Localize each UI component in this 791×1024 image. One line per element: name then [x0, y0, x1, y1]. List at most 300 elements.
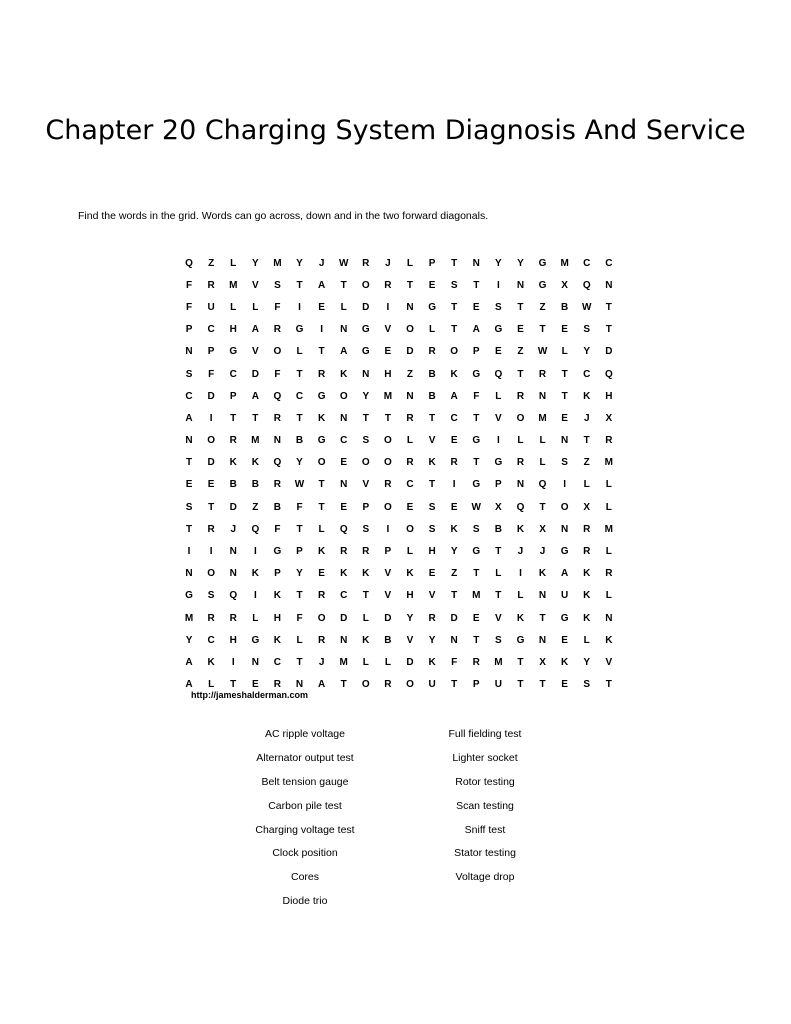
- grid-cell: R: [450, 457, 458, 469]
- grid-cell: D: [450, 612, 458, 624]
- grid-cell: Q: [494, 368, 503, 380]
- grid-cell: R: [583, 523, 591, 535]
- grid-cell: T: [451, 301, 458, 313]
- grid-cell: I: [386, 301, 390, 313]
- grid-cell: R: [317, 368, 326, 380]
- grid-cell: V: [495, 412, 502, 424]
- grid-cell: T: [362, 412, 369, 424]
- grid-cell: R: [317, 590, 326, 602]
- word-list-item: Full fielding test: [448, 728, 522, 740]
- grid-cell: T: [473, 634, 480, 646]
- word-list-item: Lighter socket: [452, 751, 518, 764]
- word-list-item: Scan testing: [456, 799, 514, 812]
- grid-cell: N: [538, 634, 547, 646]
- grid-cell: L: [406, 546, 414, 558]
- grid-cell: O: [406, 523, 414, 535]
- grid-cell: K: [583, 390, 591, 402]
- grid-row: [178, 385, 620, 407]
- grid-cell: B: [251, 479, 259, 491]
- word-search-grid: [178, 252, 620, 696]
- grid-cell: M: [472, 590, 481, 602]
- grid-cell: R: [406, 457, 414, 469]
- grid-cell: T: [517, 656, 524, 668]
- grid-cell: R: [428, 346, 436, 358]
- grid-cell: P: [472, 346, 480, 358]
- grid-cell: T: [230, 679, 237, 691]
- grid-row: [178, 430, 620, 452]
- grid-cell: E: [428, 568, 436, 580]
- grid-cell: O: [273, 346, 282, 358]
- grid-cell: S: [561, 457, 568, 469]
- grid-cell: G: [560, 612, 569, 624]
- grid-cell: G: [428, 301, 436, 313]
- grid-cell: K: [516, 612, 525, 624]
- grid-cell: T: [296, 412, 303, 424]
- grid-cell: O: [207, 435, 216, 447]
- grid-cell: N: [516, 279, 525, 291]
- grid-cell: K: [317, 546, 326, 558]
- grid-cell: C: [273, 656, 282, 668]
- grid-cell: H: [229, 324, 237, 336]
- grid-cell: M: [560, 257, 569, 269]
- grid-cell: E: [406, 501, 414, 513]
- grid-cell: R: [273, 679, 282, 691]
- grid-cell: T: [605, 324, 612, 336]
- grid-cell: J: [517, 546, 524, 558]
- grid-cell: G: [251, 634, 260, 646]
- grid-cell: T: [495, 546, 502, 558]
- grid-cell: I: [386, 523, 390, 535]
- grid-cell: T: [517, 368, 524, 380]
- grid-cell: D: [406, 346, 414, 358]
- grid-cell: T: [185, 523, 193, 535]
- grid-cell: K: [450, 368, 458, 380]
- grid-cell: L: [208, 679, 215, 691]
- grid-cell: U: [494, 679, 502, 691]
- grid-cell: N: [605, 279, 613, 291]
- grid-cell: T: [495, 590, 502, 602]
- grid-cell: O: [361, 457, 370, 469]
- grid-cell: K: [561, 656, 569, 668]
- grid-cell: H: [229, 634, 237, 646]
- grid-cell: H: [273, 612, 282, 624]
- grid-cell: M: [273, 257, 282, 269]
- grid-cell: D: [229, 501, 237, 513]
- grid-cell: P: [384, 546, 392, 558]
- grid-cell: J: [318, 257, 325, 269]
- grid-cell: Q: [339, 523, 348, 535]
- grid-cell: K: [406, 568, 414, 580]
- grid-cell: S: [274, 279, 281, 291]
- grid-cell: E: [561, 324, 568, 336]
- grid-cell: B: [561, 301, 569, 313]
- grid-cell: A: [317, 279, 326, 291]
- grid-cell: O: [384, 501, 392, 513]
- grid-cell: L: [605, 479, 612, 491]
- grid-cell: N: [516, 479, 525, 491]
- grid-cell: V: [251, 279, 259, 291]
- grid-cell: L: [252, 301, 259, 313]
- grid-cell: S: [362, 523, 370, 535]
- grid-cell: A: [561, 568, 569, 580]
- grid-row: [178, 518, 620, 540]
- grid-cell: V: [406, 634, 414, 646]
- grid-cell: F: [296, 501, 303, 513]
- grid-cell: B: [494, 523, 502, 535]
- grid-cell: T: [451, 679, 458, 691]
- grid-cell: N: [472, 257, 480, 269]
- grid-cell: D: [384, 612, 392, 624]
- grid-cell: X: [539, 656, 546, 668]
- grid-cell: N: [362, 368, 370, 380]
- grid-cell: E: [318, 301, 325, 313]
- grid-cell: K: [516, 523, 525, 535]
- grid-cell: Y: [406, 612, 414, 624]
- grid-cell: N: [340, 634, 348, 646]
- word-list-right: [385, 727, 585, 894]
- grid-cell: L: [583, 634, 590, 646]
- grid-cell: N: [538, 390, 547, 402]
- grid-cell: T: [451, 257, 458, 269]
- grid-cell: T: [539, 501, 546, 513]
- grid-cell: M: [538, 412, 547, 424]
- grid-cell: Q: [582, 279, 591, 291]
- grid-cell: K: [605, 634, 613, 646]
- grid-cell: O: [560, 501, 569, 513]
- grid-cell: K: [428, 457, 436, 469]
- grid-cell: F: [274, 368, 281, 380]
- grid-cell: E: [495, 346, 502, 358]
- grid-cell: A: [185, 412, 193, 424]
- grid-cell: A: [251, 390, 259, 402]
- grid-cell: C: [450, 412, 458, 424]
- grid-cell: A: [317, 679, 326, 691]
- grid-cell: B: [229, 479, 237, 491]
- grid-cell: O: [384, 435, 392, 447]
- grid-cell: T: [296, 656, 303, 668]
- grid-cell: E: [185, 479, 193, 491]
- grid-cell: O: [406, 679, 414, 691]
- grid-cell: I: [209, 412, 213, 424]
- grid-cell: G: [538, 279, 547, 291]
- grid-cell: F: [185, 301, 193, 313]
- grid-cell: M: [251, 435, 260, 447]
- word-list-item: Alternator output test: [256, 751, 354, 764]
- grid-cell: I: [496, 435, 500, 447]
- grid-cell: N: [450, 634, 458, 646]
- grid-cell: M: [494, 656, 503, 668]
- grid-cell: L: [429, 324, 436, 336]
- grid-cell: G: [472, 479, 481, 491]
- grid-cell: A: [251, 324, 259, 336]
- word-list-item: Stator testing: [454, 847, 516, 860]
- grid-cell: F: [185, 279, 193, 291]
- grid-cell: Y: [450, 546, 458, 558]
- grid-cell: Y: [583, 656, 591, 668]
- grid-cell: L: [362, 612, 369, 624]
- grid-cell: E: [251, 679, 259, 691]
- grid-cell: L: [539, 435, 546, 447]
- grid-cell: X: [539, 523, 546, 535]
- grid-row: [178, 629, 620, 651]
- grid-cell: O: [317, 612, 326, 624]
- grid-cell: R: [605, 435, 613, 447]
- grid-cell: E: [428, 279, 436, 291]
- grid-cell: R: [583, 546, 591, 558]
- grid-cell: N: [561, 523, 569, 535]
- grid-cell: D: [406, 656, 414, 668]
- grid-cell: N: [406, 301, 414, 313]
- grid-cell: T: [318, 501, 325, 513]
- grid-cell: R: [229, 612, 237, 624]
- grid-cell: X: [605, 412, 613, 424]
- grid-cell: S: [428, 523, 436, 535]
- grid-cell: C: [605, 257, 613, 269]
- grid-cell: L: [384, 656, 391, 668]
- grid-cell: R: [384, 679, 392, 691]
- grid-cell: T: [517, 301, 524, 313]
- grid-cell: O: [384, 457, 392, 469]
- grid-cell: W: [537, 346, 548, 358]
- grid-cell: I: [231, 656, 235, 668]
- grid-cell: K: [207, 656, 215, 668]
- grid-cell: C: [295, 390, 304, 402]
- grid-cell: R: [538, 368, 547, 380]
- grid-cell: G: [295, 324, 304, 336]
- grid-cell: C: [207, 634, 215, 646]
- word-list-item: AC ripple voltage: [265, 728, 345, 740]
- grid-cell: K: [583, 568, 591, 580]
- grid-cell: B: [428, 390, 436, 402]
- grid-row: [178, 252, 620, 274]
- grid-cell: V: [384, 590, 392, 602]
- grid-cell: T: [296, 368, 303, 380]
- grid-cell: Z: [517, 346, 524, 358]
- grid-cell: G: [361, 346, 370, 358]
- grid-cell: R: [605, 568, 613, 580]
- grid-cell: S: [583, 324, 591, 336]
- grid-cell: S: [362, 435, 370, 447]
- grid-cell: L: [539, 457, 546, 469]
- grid-cell: T: [340, 279, 347, 291]
- grid-cell: V: [428, 435, 436, 447]
- grid-cell: U: [561, 590, 569, 602]
- grid-cell: Z: [583, 457, 590, 469]
- grid-cell: E: [472, 612, 480, 624]
- grid-cell: F: [274, 523, 281, 535]
- grid-cell: K: [538, 568, 547, 580]
- grid-cell: E: [450, 435, 458, 447]
- grid-cell: S: [472, 523, 480, 535]
- grid-cell: E: [207, 479, 215, 491]
- grid-cell: U: [207, 301, 215, 313]
- grid-cell: I: [253, 546, 257, 558]
- grid-cell: B: [428, 368, 436, 380]
- grid-cell: T: [208, 501, 215, 513]
- grid-cell: T: [451, 590, 458, 602]
- grid-cell: G: [317, 390, 326, 402]
- grid-cell: I: [320, 324, 323, 336]
- grid-cell: Z: [208, 257, 215, 269]
- grid-cell: E: [561, 412, 568, 424]
- grid-cell: O: [207, 568, 216, 580]
- grid-cell: Y: [296, 568, 303, 580]
- grid-cell: Z: [406, 368, 414, 380]
- grid-cell: Y: [428, 634, 436, 646]
- grid-cell: E: [318, 568, 325, 580]
- grid-cell: N: [229, 546, 237, 558]
- grid-cell: R: [340, 546, 348, 558]
- grid-cell: K: [251, 457, 259, 469]
- grid-cell: I: [563, 479, 567, 491]
- grid-cell: I: [209, 546, 213, 558]
- grid-cell: X: [583, 501, 591, 513]
- grid-cell: L: [406, 257, 414, 269]
- grid-cell: P: [229, 390, 237, 402]
- grid-cell: V: [384, 324, 392, 336]
- grid-cell: R: [516, 390, 525, 402]
- grid-cell: I: [519, 568, 522, 580]
- grid-cell: M: [604, 457, 613, 469]
- grid-cell: Y: [362, 390, 370, 402]
- grid-cell: G: [472, 368, 481, 380]
- grid-cell: V: [384, 568, 392, 580]
- grid-cell: T: [473, 279, 480, 291]
- grid-cell: Q: [273, 457, 282, 469]
- grid-cell: G: [472, 435, 481, 447]
- grid-row: [178, 474, 620, 496]
- grid-cell: S: [583, 679, 591, 691]
- grid-cell: M: [184, 612, 194, 624]
- grid-cell: K: [362, 568, 370, 580]
- grid-cell: T: [429, 479, 436, 491]
- grid-cell: N: [185, 346, 193, 358]
- grid-cell: S: [207, 590, 215, 602]
- page-title: Chapter 20 Charging System Diagnosis And Service: [45, 115, 746, 146]
- grid-cell: B: [273, 501, 282, 513]
- grid-row: [178, 341, 620, 363]
- grid-cell: Q: [185, 257, 193, 269]
- grid-row: [178, 296, 620, 318]
- grid-cell: B: [384, 634, 392, 646]
- grid-cell: V: [362, 479, 370, 491]
- grid-cell: G: [560, 546, 569, 558]
- grid-cell: C: [583, 257, 591, 269]
- grid-cell: H: [406, 590, 414, 602]
- grid-cell: T: [539, 324, 546, 336]
- instructions: Find the words in the grid. Words can go across, down and in the two forward diagonals.: [78, 210, 489, 222]
- grid-cell: P: [495, 479, 502, 491]
- grid-cell: G: [494, 324, 503, 336]
- grid-cell: M: [229, 279, 238, 291]
- grid-cell: O: [406, 324, 414, 336]
- grid-cell: C: [406, 479, 414, 491]
- grid-cell: L: [296, 634, 303, 646]
- grid-cell: Z: [451, 568, 458, 580]
- grid-cell: E: [561, 634, 568, 646]
- grid-cell: Z: [539, 301, 546, 313]
- grid-cell: E: [340, 501, 348, 513]
- grid-row: [178, 274, 620, 296]
- grid-cell: N: [295, 679, 304, 691]
- grid-cell: T: [605, 301, 612, 313]
- grid-cell: S: [185, 501, 193, 513]
- grid-cell: Q: [516, 501, 525, 513]
- grid-cell: I: [253, 590, 257, 602]
- grid-cell: T: [252, 412, 259, 424]
- grid-cell: J: [230, 523, 237, 535]
- source-url: http://jameshalderman.com: [191, 690, 309, 700]
- grid-cell: W: [294, 479, 305, 491]
- grid-cell: P: [472, 679, 480, 691]
- word-list-item: Sniff test: [464, 823, 506, 836]
- grid-cell: D: [251, 368, 259, 380]
- grid-cell: R: [472, 656, 480, 668]
- word-list-item: Cores: [290, 871, 319, 884]
- grid-cell: A: [450, 390, 458, 402]
- grid-cell: Y: [296, 257, 303, 269]
- grid-cell: K: [273, 634, 282, 646]
- word-list-item: Clock position: [272, 847, 338, 860]
- grid-cell: R: [428, 612, 436, 624]
- grid-cell: Q: [604, 368, 613, 380]
- grid-cell: R: [384, 479, 392, 491]
- word-list-item: Carbon pile test: [268, 799, 342, 812]
- grid-cell: I: [298, 301, 301, 313]
- grid-cell: R: [273, 412, 282, 424]
- grid-cell: H: [384, 368, 392, 380]
- grid-cell: F: [274, 301, 281, 313]
- grid-cell: W: [582, 301, 592, 313]
- grid-cell: S: [495, 634, 502, 646]
- grid-cell: F: [296, 612, 303, 624]
- grid-row: [178, 363, 620, 385]
- grid-cell: X: [495, 501, 502, 513]
- grid-cell: H: [428, 546, 436, 558]
- grid-cell: L: [406, 435, 414, 447]
- grid-cell: T: [406, 279, 414, 291]
- grid-cell: G: [361, 324, 370, 336]
- grid-cell: K: [583, 590, 591, 602]
- grid-cell: J: [539, 546, 546, 558]
- grid-cell: K: [428, 656, 436, 668]
- grid-cell: N: [538, 590, 547, 602]
- grid-row: [178, 407, 620, 429]
- grid-cell: L: [605, 590, 612, 602]
- grid-cell: L: [230, 257, 237, 269]
- grid-cell: N: [406, 390, 414, 402]
- grid-cell: F: [208, 368, 215, 380]
- grid-cell: A: [472, 324, 480, 336]
- grid-cell: Y: [583, 346, 591, 358]
- grid-cell: T: [384, 412, 391, 424]
- grid-cell: N: [340, 324, 348, 336]
- grid-cell: L: [583, 479, 590, 491]
- grid-cell: T: [473, 412, 480, 424]
- grid-cell: L: [495, 390, 502, 402]
- grid-cell: Q: [538, 479, 547, 491]
- grid-cell: T: [296, 279, 303, 291]
- grid-cell: R: [362, 257, 370, 269]
- grid-cell: L: [252, 612, 259, 624]
- grid-cell: P: [274, 568, 281, 580]
- grid-cell: C: [583, 368, 591, 380]
- grid-cell: P: [428, 257, 436, 269]
- grid-cell: G: [229, 346, 238, 358]
- grid-cell: S: [428, 501, 436, 513]
- grid-cell: T: [230, 412, 237, 424]
- grid-cell: T: [583, 435, 590, 447]
